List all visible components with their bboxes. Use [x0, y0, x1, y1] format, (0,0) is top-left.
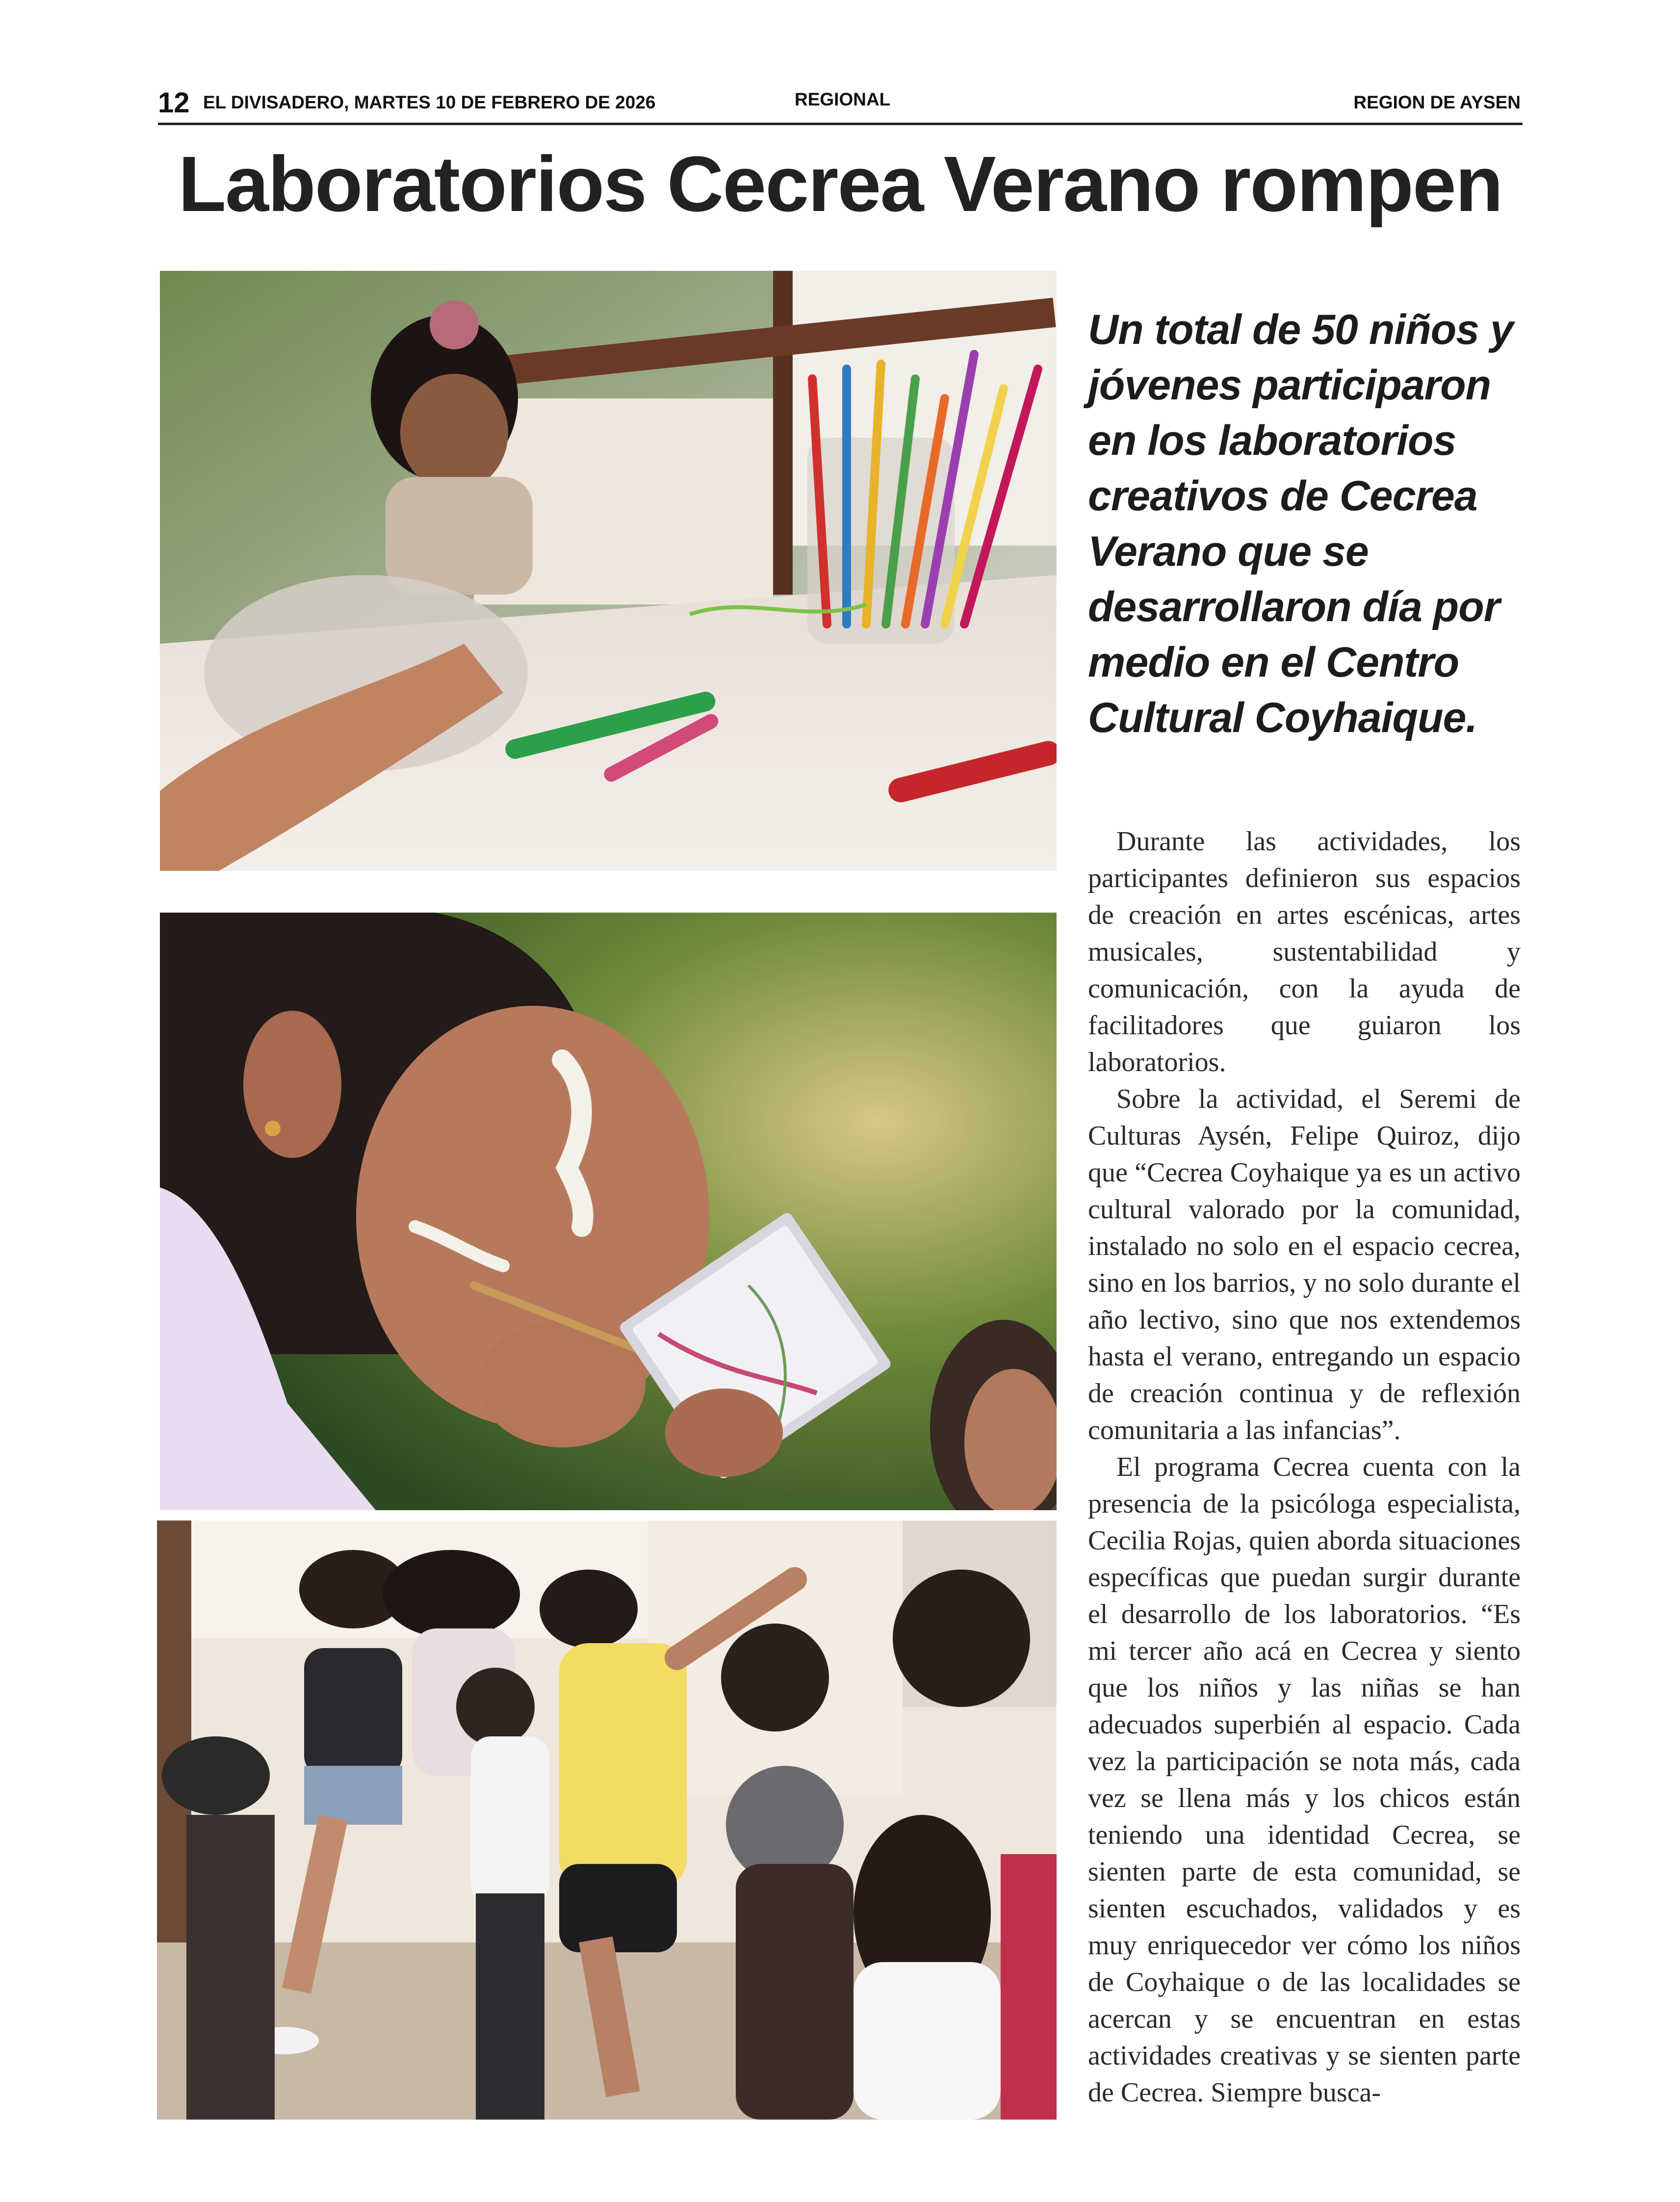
body-paragraph-3: El programa Cecrea cuenta con la presencia de la psicóloga especialista, Cecilia Rojas, quien aborda situaciones específicas que puedan surgir durante el desarrollo de los laboratorios. “Es mi tercer año acá en Cecrea y siento que los niños y las niñas se han adecuados superbién al espacio. Cada vez la participación se nota más, cada vez se llena más y los chicos están teniendo una identidad Cecrea, se sienten parte de esta comunidad, se sienten escuchados, validados y es muy enriquecedor ver cómo los niños de Coyhaique o de las localidades se acercan y se encuentran en estas actividades creativas y se sienten parte de Cecrea. Siempre busca- [1088, 1452, 1521, 2108]
region-label: REGION DE AYSEN [1353, 92, 1521, 112]
article-headline: Laboratorios Cecrea Verano rompen [178, 140, 1502, 228]
publication-date: EL DIVISADERO, MARTES 10 DE FEBRERO DE 2026 [203, 92, 656, 112]
page-header [158, 82, 1523, 125]
photo-children-dancing [157, 1520, 1057, 2120]
photo-girl-face-painting [160, 913, 1057, 1510]
body-paragraph-1: Durante las actividades, los participantes definieron sus espacios de creación en artes escénicas, artes musicales, sustentabilidad y comunicación, con la ayuda de facilitadores que guiaron los laboratorios. [1088, 826, 1521, 1077]
photo-girl-drawing [160, 271, 1057, 871]
section-label: REGIONAL [795, 89, 891, 109]
article-lede: Un total de 50 niños y jóvenes participaron en los laboratorios creativos de Cecrea Verano que se desarrollaron día por medio en el Centro Cultural Coyhaique. [1088, 306, 1513, 741]
page-number: 12 [158, 87, 190, 119]
body-paragraph-2: Sobre la actividad, el Seremi de Culturas Aysén, Felipe Quiroz, dijo que “Cecrea Coyhaique ya es un activo cultural valorado por la comunidad, instalado no solo en el espacio cecrea, sino en los barrios, y no solo durante el año lectivo, sino que nos extendemos hasta el verano, entregando un espacio de creación continua y de reflexión comunitaria a las infancias”. [1088, 1084, 1521, 1445]
article-body [1088, 823, 1521, 2119]
